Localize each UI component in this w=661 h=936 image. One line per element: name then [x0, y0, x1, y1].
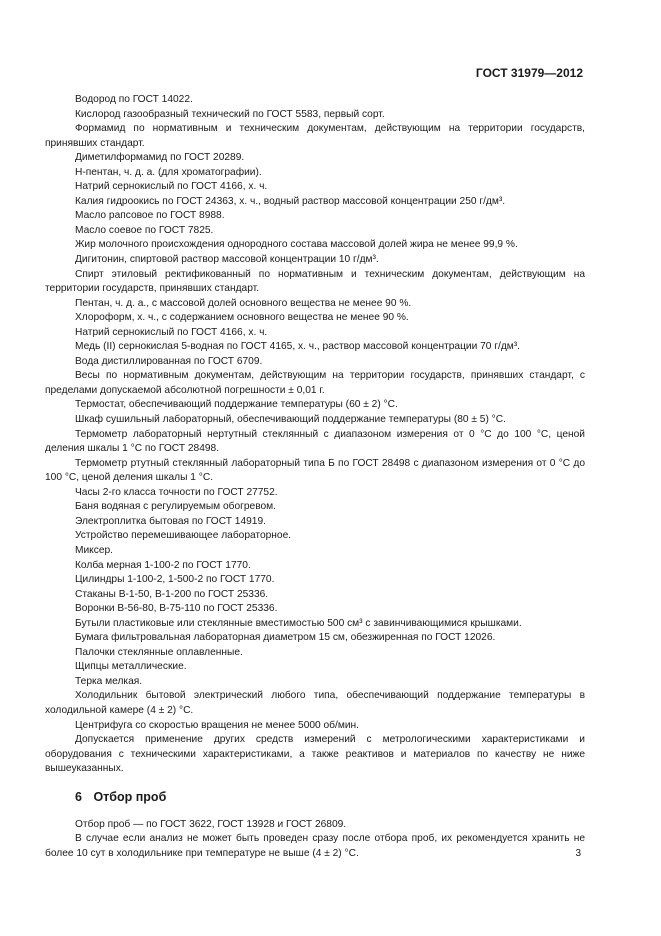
section-heading [75, 789, 585, 805]
paragraph: Весы по нормативным документам, действующим на территории государств, принявших стандарт, с пределами допускаемой абсолютной погрешности ± 0,01 г. [45, 370, 585, 396]
paragraph: Натрий сернокислый по ГОСТ 4166, х. ч. [75, 326, 268, 338]
page-number: 3 [575, 848, 581, 859]
paragraph: Центрифуга со скоростью вращения не менее 5000 об/мин. [75, 719, 360, 731]
paragraph: Натрий сернокислый по ГОСТ 4166, х. ч. [75, 181, 268, 193]
paragraph: Термометр лабораторный нертутный стеклянный с диапазоном измерения от 0 °С до 100 °С, ценой деления шкалы 1 °С по ГОСТ 28498. [45, 428, 585, 455]
paragraph: Калия гидроокись по ГОСТ 24363, х. ч., водный раствор массовой концентрации 250 г/дм³. [75, 195, 506, 207]
paragraph: Цилиндры 1-100-2, 1-500-2 по ГОСТ 1770. [75, 574, 275, 586]
paragraph: Н-пентан, ч. д. а. (для хроматографии). [75, 166, 262, 178]
paragraph: Формамид по нормативным и техническим документам, действующим на территории государств, принявших стандарт. [45, 123, 585, 149]
sampling-text [45, 818, 585, 862]
paragraph: Миксер. [75, 544, 114, 556]
materials-list [45, 93, 585, 777]
paragraph: Пентан, ч. д. а., с массовой долей основного вещества не менее 90 %. [75, 297, 412, 309]
paragraph: Жир молочного происхождения однородного состава массовой долей жира не менее 99,9 %. [75, 239, 518, 251]
paragraph: Водород по ГОСТ 14022. [75, 94, 193, 105]
paragraph: Спирт этиловый ректификованный по нормативным и техническим документам, действующим на территории государств, принявших стандарт. [45, 268, 585, 295]
section-number: 6 [75, 789, 82, 804]
paragraph: Отбор проб — по ГОСТ 3622, ГОСТ 13928 и ГОСТ 26809. [75, 818, 347, 830]
section-title: Отбор проб [93, 789, 167, 804]
paragraph: Дигитонин, спиртовой раствор массовой концентрации 10 г/дм³. [75, 254, 379, 266]
paragraph: Электроплитка бытовая по ГОСТ 14919. [75, 515, 266, 527]
paragraph: Масло соевое по ГОСТ 7825. [75, 224, 214, 236]
paragraph: Кислород газообразный технический по ГОСТ 5583, первый сорт. [75, 108, 385, 120]
paragraph: Устройство перемешивающее лабораторное. [75, 530, 292, 542]
paragraph: Диметилформамид по ГОСТ 20289. [75, 152, 245, 164]
paragraph: Щипцы металлические. [75, 661, 187, 673]
paragraph: Холодильник бытовой электрический любого типа, обеспечивающий поддержание температуры в холодильной камере (4 ± 2) °С. [45, 690, 585, 716]
paragraph: Стаканы В-1-50, В-1-200 по ГОСТ 25336. [75, 588, 269, 600]
paragraph: Терка мелкая. [75, 675, 143, 687]
paragraph: Термометр ртутный стеклянный лабораторный типа Б по ГОСТ 28498 с диапазоном измерения от 0 °С до 100 °С, ценой деления шкалы 1 °С. [45, 457, 585, 484]
paragraph: Хлороформ, х. ч., с содержанием основного вещества не менее 90 %. [75, 312, 409, 324]
paragraph: Бумага фильтровальная лабораторная диаметром 15 см, обезжиренная по ГОСТ 12026. [75, 632, 496, 644]
document-body [45, 93, 585, 861]
paragraph: Часы 2-го класса точности по ГОСТ 27752. [75, 486, 278, 498]
paragraph: Колба мерная 1-100-2 по ГОСТ 1770. [75, 559, 251, 571]
paragraph: Бутыли пластиковые или стеклянные вместимостью 500 см³ с завинчивающимися крышками. [75, 617, 522, 629]
paragraph: Термостат, обеспечивающий поддержание температуры (60 ± 2) °С. [75, 399, 398, 411]
document-header: ГОСТ 31979—2012 [475, 66, 583, 80]
paragraph: Вода дистиллированная по ГОСТ 6709. [75, 355, 263, 367]
paragraph: Воронки В-56-80, В-75-110 по ГОСТ 25336. [75, 603, 278, 615]
paragraph: Медь (II) сернокислая 5-водная по ГОСТ 4165, х. ч., раствор массовой концентрации 70 г/дм³. [75, 341, 520, 353]
paragraph: Допускается применение других средств измерений с метрологическими характеристиками и оборудования с техническими характеристиками, а также реактивов и материалов по качеству не ниже вышеуказанных. [45, 734, 585, 775]
paragraph: Шкаф сушильный лабораторный, обеспечивающий поддержание температуры (80 ± 5) °С. [75, 414, 506, 426]
paragraph: Баня водяная с регулируемым обогревом. [75, 501, 277, 513]
paragraph: Палочки стеклянные оплавленные. [75, 646, 243, 658]
paragraph: В случае если анализ не может быть проведен сразу после отбора проб, их рекомендуется хранить не более 10 сут в холодильнике при температуре не выше (4 ± 2) °С. [45, 833, 585, 859]
paragraph: Масло рапсовое по ГОСТ 8988. [75, 210, 225, 222]
